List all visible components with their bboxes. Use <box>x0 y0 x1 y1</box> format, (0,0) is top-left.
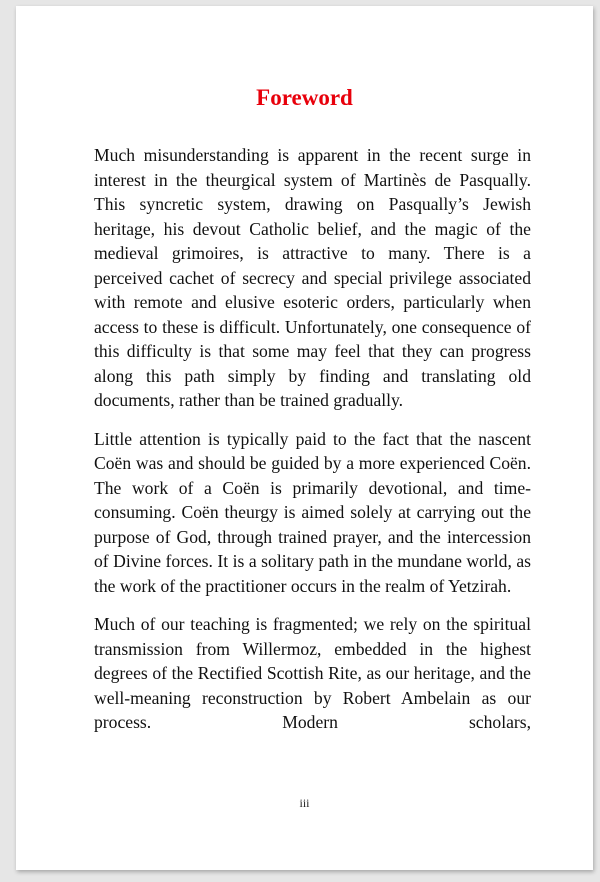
paragraph-1: Much misunderstanding is apparent in the recent surge in interest in the theurgical system of Martinès de Pasqually. This syncretic system, drawing on Pasqually’s Jewish heritage, his devout Catholic belief, and the magic of the medieval grimoires, is attractive to many. There is a perceived cachet of secrecy and special privilege associated with remote and elusive esoteric orders, particularly when access to these is difficult. Unfortunately, one consequence of this difficulty is that some may feel that they can progress along this path simply by finding and translating old documents, rather than be trained gradually. <box>94 145 531 410</box>
page-title: Foreword <box>256 85 353 110</box>
paragraph-3: Much of our teaching is fragmented; we rely on the spiritual transmission from Willermoz, embedded in the highest degrees of the Rectified Scottish Rite, as our heritage, and the well-meaning reconstruction by Robert Ambelain as our process. Modern scholars, <box>94 614 531 732</box>
paragraph-2: Little attention is typically paid to the fact that the nascent Coën was and should be guided by a more experienced Coën. The work of a Coën is primarily devotional, and time-consuming. Coën theurgy is aimed solely at carrying out the purpose of God, through trained prayer, and the intercession of Divine forces. It is a solitary path in the mundane world, as the work of the practitioner occurs in the realm of Yetzirah. <box>94 428 531 596</box>
body-text <box>94 143 531 749</box>
document-page <box>16 6 593 870</box>
page-number: iii <box>299 796 310 810</box>
